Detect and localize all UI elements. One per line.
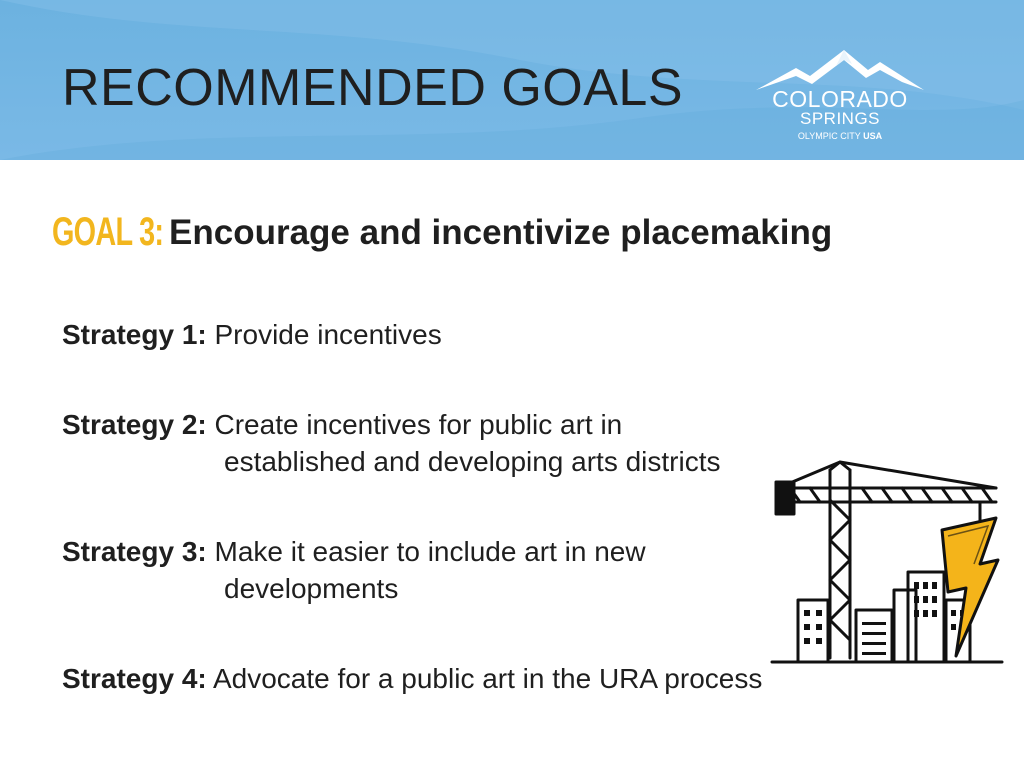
goal-tag: GOAL 3: bbox=[52, 210, 164, 254]
strategy-text-continued: developments bbox=[224, 573, 399, 604]
goal-heading bbox=[52, 212, 832, 262]
logo-springs-text: SPRINGS bbox=[799, 109, 881, 128]
strategy-text: Advocate for a public art in the URA process bbox=[212, 663, 763, 694]
strategy-label: Strategy 3: bbox=[62, 536, 207, 567]
header-banner bbox=[0, 0, 1024, 160]
logo-colorado-text: COLORADO bbox=[772, 86, 908, 112]
strategy-text: Create incentives for public art in bbox=[214, 409, 623, 440]
strategy-4 bbox=[62, 660, 842, 697]
slide-title: RECOMMENDED GOALS bbox=[62, 59, 684, 117]
colorado-springs-logo bbox=[752, 46, 928, 146]
strategy-text: Make it easier to include art in new bbox=[214, 536, 646, 567]
strategy-text: Provide incentives bbox=[214, 319, 442, 350]
logo-tagline-usa: USA bbox=[863, 131, 883, 141]
construction-crane-city-lightning-icon bbox=[770, 460, 1006, 666]
strategy-label: Strategy 4: bbox=[62, 663, 207, 694]
strategy-label: Strategy 2: bbox=[62, 409, 207, 440]
logo-tagline bbox=[752, 132, 928, 141]
strategy-1 bbox=[62, 316, 842, 353]
strategy-label: Strategy 1: bbox=[62, 319, 207, 350]
logo-tagline-prefix: OLYMPIC CITY bbox=[797, 131, 864, 141]
strategy-3 bbox=[62, 533, 842, 607]
strategy-2 bbox=[62, 406, 842, 480]
goal-text: Encourage and incentivize placemaking bbox=[169, 212, 833, 252]
strategy-text-continued: established and developing arts districts bbox=[224, 446, 721, 477]
